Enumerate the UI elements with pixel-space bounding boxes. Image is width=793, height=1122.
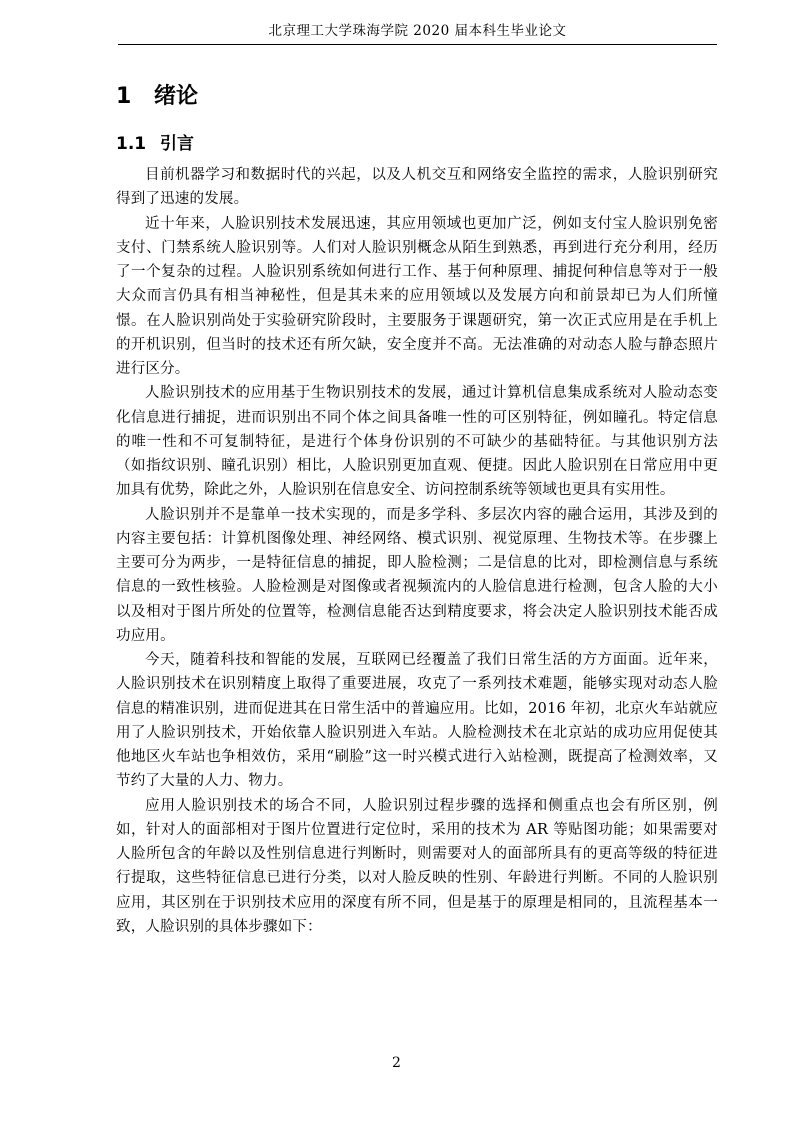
chapter-heading [116,82,198,112]
body-text [116,163,718,939]
paragraph: 应用人脸识别技术的场合不同，人脸识别过程步骤的选择和侧重点也会有所区别，例如，针对人的面部相对于图片位置进行定位时，采用的技术为 AR 等贴图功能；如果需要对人脸所包含的年龄以及性别信息进行判断时，则需要对人的面部所具有的更高等级的特征进行提取，这些特征信息已进行分类，以对人脸反映的性别、年龄进行判断。不同的人脸识别应用，其区别在于识别技术应用的深度有所不同，但是基于的原理是相同的，且流程基本一致，人脸识别的具体步骤如下： [116,797,718,935]
paragraph: 人脸识别技术的应用基于生物识别技术的发展，通过计算机信息集成系统对人脸动态变化信息进行捕捉，进而识别出不同个体之间具备唯一性的可区别特征，例如瞳孔。特定信息的唯一性和不可复制特征，是进行个体身份识别的不可缺少的基础特征。与其他识别方法（如指纹识别、瞳孔识别）相比，人脸识别更加直观、便捷。因此人脸识别在日常应用中更加具有优势，除此之外，人脸识别在信息安全、访问控制系统等领域也更具有实用性。 [116,385,718,499]
page-number: 2 [392,1055,401,1071]
section-title: 引言 [160,134,194,154]
section-number: 1.1 [116,134,147,154]
section-heading [116,131,194,157]
running-header: 北京理工大学珠海学院 2020 届本科生毕业论文 [268,23,567,39]
header-rule [118,44,717,45]
paragraph: 近十年来，人脸识别技术发展迅速，其应用领域也更加广泛，例如支付宝人脸识别免密支付、门禁系统人脸识别等。人们对人脸识别概念从陌生到熟悉，再到进行充分利用，经历了一个复杂的过程。人脸识别系统如何进行工作、基于何种原理、捕捉何种信息等对于一般大众而言仍具有相当神秘性，但是其未来的应用领域以及发展方向和前景却已为人们所憧憬。在人脸识别尚处于实验研究阶段时，主要服务于课题研究，第一次正式应用是在手机上的开机识别，但当时的技术还有所欠缺，安全度并不高。无法准确的对动态人脸与静态照片进行区分。 [116,215,718,377]
paragraph: 目前机器学习和数据时代的兴起，以及人机交互和网络安全监控的需求，人脸识别研究得到了迅速的发展。 [116,167,718,208]
paragraph: 人脸识别并不是靠单一技术实现的，而是多学科、多层次内容的融合运用，其涉及到的内容主要包括：计算机图像处理、神经网络、模式识别、视觉原理、生物技术等。在步骤上主要可分为两步，一是特征信息的捕捉，即人脸检测；二是信息的比对，即检测信息与系统信息的一致性核验。人脸检测是对图像或者视频流内的人脸信息进行检测，包含人脸的大小以及相对于图片所处的位置等，检测信息能否达到精度要求，将会决定人脸识别技术能否成功应用。 [116,506,718,644]
paragraph: 今天，随着科技和智能的发展，互联网已经覆盖了我们日常生活的方方面面。近年来，人脸识别技术在识别精度上取得了重要进展，攻克了一系列技术难题，能够实现对动态人脸信息的精准识别，进而促进其在日常生活中的普遍应用。比如，2016 年初，北京火车站就应用了人脸识别技术，开始依靠人脸识别进入车站。人脸检测技术在北京站的成功应用促使其他地区火车站也争相效仿，采用“刷脸”这一时兴模式进行入站检测，既提高了检测效率，又节约了大量的人力、物力。 [116,652,718,790]
chapter-title: 绪论 [154,84,199,109]
chapter-number: 1 [116,84,132,109]
